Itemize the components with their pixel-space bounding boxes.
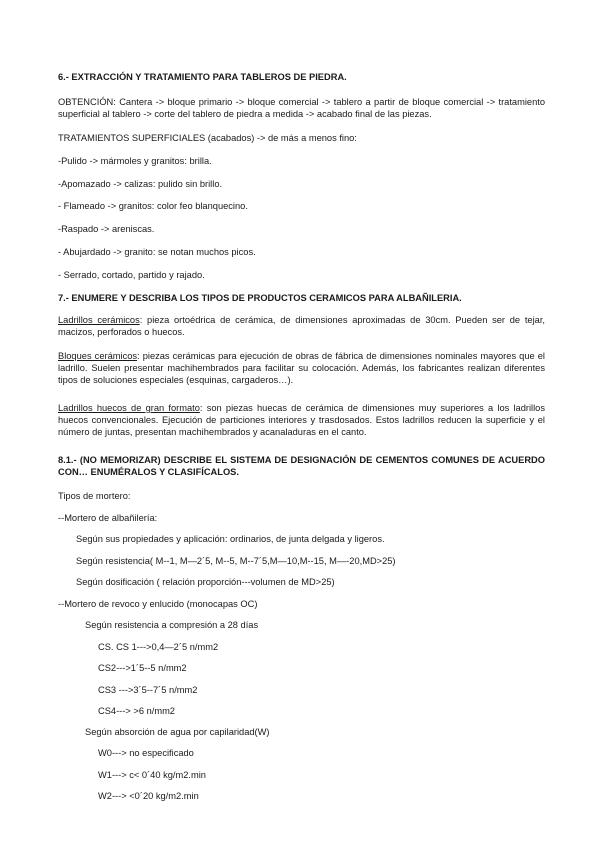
w-item: W1---> c< 0´40 kg/m2.min <box>98 770 206 780</box>
treatment-item: -Pulido -> mármoles y granitos: brilla. <box>58 156 212 166</box>
mortero-albanileria-heading: --Mortero de albañilería: <box>58 513 158 523</box>
section-7-heading: 7.- ENUMERE Y DESCRIBA LOS TIPOS DE PRODUCTOS CERAMICOS PARA ALBAÑILERIA. <box>58 293 462 303</box>
mortero-revoco-heading: --Mortero de revoco y enlucido (monocapas OC) <box>58 599 258 609</box>
section-6-heading: 6.- EXTRACCIÓN Y TRATAMIENTO PARA TABLEROS DE PIEDRA. <box>58 72 347 82</box>
albanileria-item: Según dosificación ( relación proporción---volumen de MD>25) <box>76 577 335 587</box>
tratamientos-intro: TRATAMIENTOS SUPERFICIALES (acabados) -> de más a menos fino: <box>58 133 357 143</box>
albanileria-item: Según sus propiedades y aplicación: ordinarios, de junta delgada y ligeros. <box>76 534 385 544</box>
definition-text: : piezas cerámicas para ejecución de obras de fábrica de dimensiones nominales mayores que el ladrillo. Suelen presentar machihembrados para facilitar su colocación. Además, los fabricantes realizan diferentes tipos de soluciones especiales (esquinas, cargaderos…). <box>58 351 545 385</box>
ladrillos-ceramicos-paragraph <box>58 314 545 338</box>
treatment-item: -Apomazado -> calizas: pulido sin brillo. <box>58 179 223 189</box>
treatment-item: - Flameado -> granitos: color feo blanquecino. <box>58 201 248 211</box>
tipos-mortero-label: Tipos de mortero: <box>58 491 131 501</box>
albanileria-item: Según resistencia( M--1, M—2´5, M--5, M--7´5,M—10,M--15, M—-20,MD>25) <box>76 556 396 566</box>
cs-item: CS4---> >6 n/mm2 <box>98 706 175 716</box>
cs-item: CS3 --->3´5--7´5 n/mm2 <box>98 685 198 695</box>
resistencia-compresion-label: Según resistencia a compresión a 28 días <box>85 620 259 630</box>
term-ladrillos-ceramicos: Ladrillos cerámicos <box>58 315 140 325</box>
ladrillos-gran-formato-paragraph <box>58 402 545 438</box>
term-ladrillos-gran-formato: Ladrillos huecos de gran formato <box>58 403 200 413</box>
w-item: W0---> no especificado <box>98 748 194 758</box>
definition-text: : pieza ortoédrica de cerámica, de dimensiones aproximadas de 30cm. Pueden ser de tejar, macizos, perforados o huecos. <box>58 315 545 337</box>
treatment-item: - Serrado, cortado, partido y rajado. <box>58 270 205 280</box>
section-8-1-heading: 8.1.- (NO MEMORIZAR) DESCRIBE EL SISTEMA DE DESIGNACIÓN DE CEMENTOS COMUNES DE ACUERDO CON… ENUMÉRALOS Y CLASIFÍCALOS. <box>58 455 545 477</box>
absorcion-agua-label: Según absorción de agua por capilaridad(W) <box>85 727 270 737</box>
w-item: W2---> <0´20 kg/m2.min <box>98 791 199 801</box>
cs-item: CS2--->1´5--5 n/mm2 <box>98 663 187 673</box>
definition-text: : son piezas huecas de cerámica de dimensiones muy superiores a los ladrillos huecos convencionales. Ejecución de particiones interiores y trasdosados. Estos ladrillos reducen la superficie y el número de juntas, presentan machihembrados y acanaladuras en el canto. <box>58 403 545 437</box>
cs-item: CS. CS 1--->0,4—2´5 n/mm2 <box>98 642 219 652</box>
obtencion-paragraph: OBTENCIÓN: Cantera -> bloque primario -> bloque comercial -> tablero a partir de bloque comercial -> tratamiento superficial al tablero -> corte del tablero de piedra a medida -> acabado final de las piezas. <box>58 97 545 119</box>
bloques-ceramicos-paragraph <box>58 350 545 386</box>
term-bloques-ceramicos: Bloques cerámicos <box>58 351 138 361</box>
treatment-item: -Raspado -> areniscas. <box>58 224 155 234</box>
treatment-item: - Abujardado -> granito: se notan muchos picos. <box>58 247 256 257</box>
